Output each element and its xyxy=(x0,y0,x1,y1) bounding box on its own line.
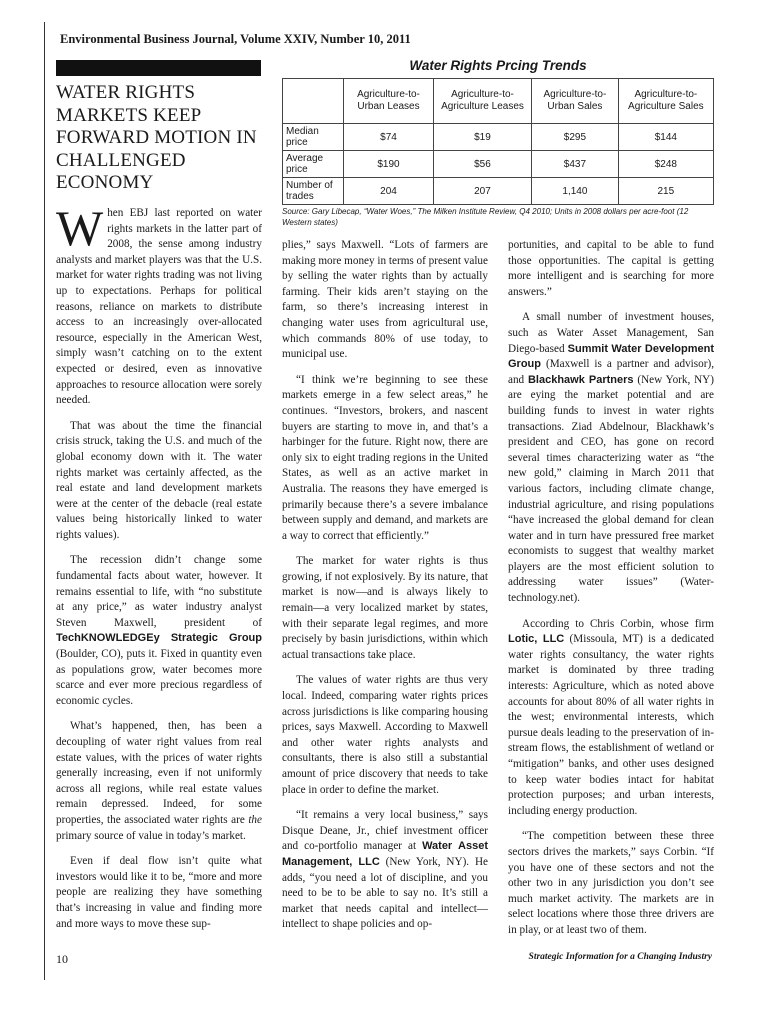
paragraph-text: hen EBJ last reported on water rights markets in the latter part of 2008, the sense among industry analysts and market players was that the U.S. market for water rights trading was not living up to expectations. Perhaps for political reasons, reliance on markets to distribute access to an increasingly over-allocated resource, especially in the American West, simply wasn’t catching on to the extent expected or desired, even as innovative approaches to resource allocation were sorely needed. xyxy=(56,207,262,407)
headline-bar xyxy=(56,60,261,76)
paragraph-text: (New York, NY) are eying the market potential and are building funds to invest in water rights transactions. Ziad Abdelnour, Blackhawk’s president and CEO, has gone on record several times characterizing water as “the new gold,” claiming in March 2011 that various factors, including climate change, industrial agriculture, and rising populations “have increased the global demand for clean water and in turn have pressured free market economists to suggest that wealthy market players are the most efficient solution to addressing water issues” (Water-technology.net). xyxy=(508,373,714,605)
paragraph-text: A small number of investment houses, such as Water Asset Management, San Diego-based xyxy=(508,311,714,355)
column-header: Agriculture-to-Agriculture Sales xyxy=(618,79,713,124)
table-cell: $190 xyxy=(344,151,434,178)
paragraph: plies,” says Maxwell. “Lots of farmers are making more money in terms of present value by selling the water rights than by actually farming. Their kids aren’t staying on the farm, so there’s increasing interest in changing water uses from agricultural use, which commands 80% of use today, to municipal use. xyxy=(282,239,488,361)
company-name: TechKNOWLEDGEy Strategic Group xyxy=(56,632,262,645)
table-cell: 204 xyxy=(344,178,434,205)
row-label: Number of trades xyxy=(283,178,344,205)
paragraph xyxy=(508,617,714,820)
table-row xyxy=(283,178,714,205)
paragraph-text: What’s happened, then, has been a decoupling of water right values from real estate values, with the prices of water rights generally increasing, even if not uniformly across all regions, while real estate values remain depressed. Indeed, for some properties, the associated water rights are xyxy=(56,720,262,826)
paragraph-text: “It remains a very local business,” says Disque Deane, Jr., chief investment officer and co-portfolio manager at xyxy=(282,809,488,853)
running-head: Environmental Business Journal, Volume XXIV, Number 10, 2011 xyxy=(60,32,411,46)
article-column-2 xyxy=(282,238,488,943)
article-column-1 xyxy=(56,200,262,942)
paragraph xyxy=(508,310,714,606)
table-cell: $295 xyxy=(532,124,619,151)
column-header: Agriculture-to-Agriculture Leases xyxy=(433,79,531,124)
paragraph: portunities, and capital to be able to fund those opportunities. The capital is getting more intelligent and is searching for more answers.” xyxy=(508,239,714,298)
footer-tagline: Strategic Information for a Changing Industry xyxy=(528,952,712,962)
paragraph: “The competition between these three sectors drives the markets,” says Corbin. “If you have one of these sectors and not the other two in any jurisdiction you don’t see much market activity. The markets are in select locations where those three drivers are in play, or at least two of them. xyxy=(508,830,714,936)
table-cell: $144 xyxy=(618,124,713,151)
water-rights-table xyxy=(282,78,714,205)
column-header: Agriculture-to-Urban Leases xyxy=(344,79,434,124)
paragraph: “I think we’re beginning to see these markets emerge in a few select areas,” he continues. “Investors, brokers, and nascent buyers are starting to move in, and that’s a harbinger for the future. Right now, there are only six to eight trading regions in the United States, as well as an active market in Australia. The reasons they have emerged is primarily because there’s a severe imbalance between supply and demand, and markets are a way to correct that efficiently.” xyxy=(282,373,488,542)
paragraph-text: (Boulder, CO), puts it. Fixed in quantity even as populations grow, water becomes more scarce and ever more precious regardless of economic cycles. xyxy=(56,648,262,707)
table-source-note: Source: Gary Libecap, “Water Woes,” The Milken Institute Review, Q4 2010; Units in 2008 dollars per acre-foot (12 Western states) xyxy=(282,207,689,227)
table-title: Water Rights Prcing Trends xyxy=(409,58,587,73)
table-cell: $437 xyxy=(532,151,619,178)
company-name: Water Asset Management, LLC xyxy=(282,840,488,868)
table-cell: 215 xyxy=(618,178,713,205)
paragraph xyxy=(56,719,262,844)
table-row xyxy=(283,151,714,178)
column-header: Agriculture-to-Urban Sales xyxy=(532,79,619,124)
paragraph-text: primary source of value in today’s market. xyxy=(56,829,246,842)
row-label: Median price xyxy=(283,124,344,151)
paragraph: The market for water rights is thus growing, if not explosively. By its nature, that market is now—and is always likely to remain—a very localized market by states, with their separate legal regimes, and more precisely by basin jurisdictions, within which actual transactions take place. xyxy=(282,555,488,661)
paragraph: Even if deal flow isn’t quite what investors would like it to be, “more and more people are realizing they have something that’s increasing in value and finding more and more ways to move these sup- xyxy=(56,855,262,930)
paragraph xyxy=(282,808,488,933)
company-name: Summit Water Development Group xyxy=(508,342,714,371)
table-cell: $19 xyxy=(433,124,531,151)
paragraph xyxy=(56,553,262,709)
drop-cap: W xyxy=(56,200,104,256)
paragraph xyxy=(56,200,262,409)
company-name: Blackhawk Partners xyxy=(527,373,634,386)
paragraph-text: (Maxwell is a partner and advisor), and xyxy=(508,358,714,386)
article-headline: WATER RIGHTS MARKETS KEEP FORWARD MOTION IN CHALLENGED ECONOMY xyxy=(56,82,257,193)
paragraph-text: According to Chris Corbin, whose firm xyxy=(522,617,714,630)
table-cell: $74 xyxy=(344,124,434,151)
paragraph-text: The recession didn’t change some fundamental facts about water, however. It remains essential to life, with “no substitute at any price,” as water industry analyst Steven Maxwell, president of xyxy=(56,554,262,629)
table-cell: $248 xyxy=(618,151,713,178)
table-corner-cell xyxy=(283,79,344,124)
article-column-3 xyxy=(508,238,714,949)
table-cell: 207 xyxy=(433,178,531,205)
paragraph: The values of water rights are thus very local. Indeed, comparing water rights prices across jurisdictions is like comparing housing prices, says Maxwell. According to Maxwell and other water rights analysts and consultants, there is also still a substantial amount of price discovery that needs to take place in order to define the market. xyxy=(282,674,488,796)
page-number: 10 xyxy=(56,952,68,966)
paragraph-text: (New York, NY). He adds, “you need a lot of discipline, and you need to be to be able to say no. It’s still a market that needs capital and intellect—intellect to shape policies and op- xyxy=(282,855,488,931)
row-label: Average price xyxy=(283,151,344,178)
column-rule xyxy=(44,22,45,980)
table-header-row xyxy=(283,79,714,124)
table-cell: $56 xyxy=(433,151,531,178)
table-cell: 1,140 xyxy=(532,178,619,205)
paragraph: That was about the time the financial crisis struck, taking the U.S. and much of the global economy down with it. The water rights market was certainly affected, as the real estate and land development markets were at the center of the debacle (real estate values being historically linked to water rights values). xyxy=(56,419,262,541)
company-name: Lotic, LLC xyxy=(508,633,565,646)
table-row xyxy=(283,124,714,151)
emphasis: the xyxy=(248,813,262,826)
paragraph-text: (Missoula, MT) is a dedicated water rights consultancy, the water rights market is dominated by three trading interests: Agriculture, which as noted above accounts for about 80% of all water rights in the west; environmental interests, which pursue deals leading to the preservation of in-stream flows, the establishment of wetland or “mitigation” banks, and other uses designed to keep water bodies intact for habitat protection purposes; and urban interests, including energy production. xyxy=(508,633,714,817)
